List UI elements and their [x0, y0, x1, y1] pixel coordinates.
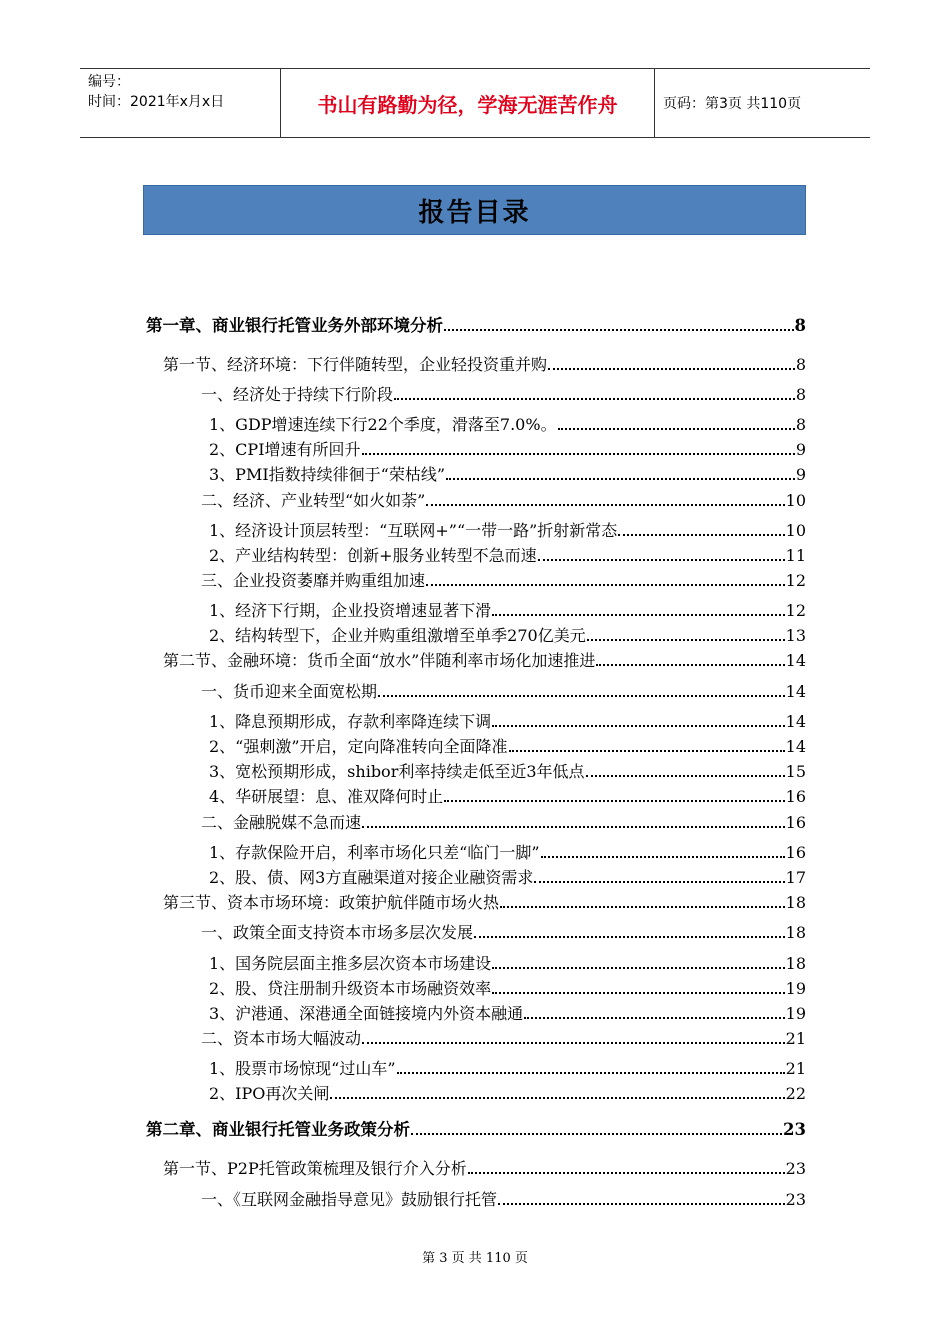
toc-entry[interactable]: [209, 951, 806, 974]
toc-entry[interactable]: [209, 462, 806, 485]
toc-entry-label: 第二章、商业银行托管业务政策分析: [146, 1120, 410, 1139]
toc-entry[interactable]: [209, 840, 806, 863]
toc-entry-label: 1、存款保险开启，利率市场化只差“临门一脚”: [209, 843, 540, 862]
header-page-info: 页码：第3页 共110页: [663, 96, 802, 112]
toc-entry[interactable]: [201, 568, 806, 591]
toc-leader-dots: [534, 880, 784, 883]
toc-leader-dots: [444, 328, 794, 331]
toc-entry-page: 16: [785, 813, 806, 832]
toc-entry[interactable]: [209, 759, 806, 782]
toc-leader-dots: [474, 935, 785, 938]
toc-entry[interactable]: [209, 623, 806, 646]
toc-entry[interactable]: [201, 382, 806, 405]
toc-entry-page: 15: [785, 762, 806, 781]
report-title: 报告目录: [143, 185, 806, 235]
toc-entry-label: 2、“强刺激”开启，定向降准转向全面降准: [209, 737, 508, 756]
toc-entry-page: 10: [785, 521, 806, 540]
toc-entry-label: 2、IPO再次关闸: [209, 1084, 330, 1103]
toc-entry-label: 1、经济设计顶层转型：“互联网+”“一带一路”折射新常态: [209, 521, 618, 540]
toc-entry-page: 14: [785, 737, 806, 756]
toc-entry-page: 8: [795, 355, 806, 374]
toc-entry-label: 2、结构转型下，企业并购重组激增至单季270亿美元: [209, 626, 586, 645]
toc-entry-label: 第二节、金融环境：货币全面“放水”伴随利率市场化加速推进: [163, 651, 596, 670]
page-footer: 第 3 页 共 110 页: [422, 1251, 528, 1266]
toc-entry-label: 一、经济处于持续下行阶段: [201, 385, 394, 404]
toc-entry[interactable]: [201, 488, 806, 511]
toc-entry-label: 三、企业投资萎靡并购重组加速: [201, 571, 426, 590]
toc-entry-label: 3、宽松预期形成，shibor利率持续走低至近3年低点: [209, 762, 585, 781]
header-motto: 书山有路勤为径，学海无涯苦作舟: [281, 69, 655, 137]
toc-entry-page: 18: [785, 893, 806, 912]
toc-entry[interactable]: [209, 1001, 806, 1024]
toc-leader-dots: [362, 1041, 785, 1044]
toc-leader-dots: [541, 855, 785, 858]
toc-entry[interactable]: [201, 810, 806, 833]
toc-entry[interactable]: [163, 648, 806, 671]
toc-entry[interactable]: [209, 784, 806, 807]
toc-leader-dots: [492, 613, 784, 616]
toc-entry-page: 18: [785, 954, 806, 973]
toc-leader-dots: [446, 477, 795, 480]
toc-entry[interactable]: [209, 709, 806, 732]
toc-leader-dots: [492, 966, 784, 969]
number-label: 编号：: [88, 74, 130, 90]
toc-leader-dots: [558, 427, 795, 430]
toc-entry[interactable]: [163, 890, 806, 913]
toc-entry-page: 21: [785, 1059, 806, 1078]
toc-entry-label: 2、股、债、网3方直融渠道对接企业融资需求: [209, 868, 534, 887]
toc-entry-page: 23: [785, 1159, 806, 1178]
toc-entry[interactable]: [209, 412, 806, 435]
toc-entry-page: 12: [785, 571, 806, 590]
toc-entry-page: 14: [785, 682, 806, 701]
toc-entry-page: 12: [785, 601, 806, 620]
toc-leader-dots: [586, 774, 785, 777]
toc-entry[interactable]: [163, 352, 806, 375]
toc-entry-label: 二、金融脱媒不急而速: [201, 813, 362, 832]
toc-leader-dots: [509, 749, 785, 752]
toc-entry-label: 3、沪港通、深港通全面链接境内外资本融通: [209, 1004, 524, 1023]
toc-entry-page: 23: [785, 1190, 806, 1209]
toc-leader-dots: [524, 1016, 784, 1019]
toc-entry[interactable]: [209, 437, 806, 460]
toc-entry-label: 1、股票市场惊现“过山车”: [209, 1059, 396, 1078]
toc-entry-page: 23: [783, 1120, 806, 1139]
toc-leader-dots: [426, 503, 784, 506]
toc-entry-label: 1、国务院层面主推多层次资本市场建设: [209, 954, 492, 973]
toc-leader-dots: [330, 1096, 784, 1099]
toc-entry-label: 2、CPI增速有所回升: [209, 440, 361, 459]
toc-entry-page: 8: [794, 316, 806, 335]
toc-leader-dots: [596, 663, 784, 666]
toc-entry-page: 11: [785, 546, 806, 565]
toc-entry-page: 19: [785, 979, 806, 998]
header-meta: [80, 69, 281, 137]
toc-leader-dots: [468, 1171, 785, 1174]
toc-entry-page: 19: [785, 1004, 806, 1023]
toc-entry-page: 9: [795, 440, 806, 459]
toc-entry-page: 14: [785, 712, 806, 731]
page-header: [80, 68, 870, 138]
toc-entry[interactable]: [209, 1081, 806, 1104]
toc-leader-dots: [548, 367, 795, 370]
toc-entry-label: 一、《互联网金融指导意见》鼓励银行托管: [201, 1190, 498, 1209]
toc-leader-dots: [538, 558, 785, 561]
toc-entry-page: 8: [795, 385, 806, 404]
toc-entry-page: 8: [795, 415, 806, 434]
toc-leader-dots: [492, 724, 784, 727]
toc-entry[interactable]: [146, 312, 806, 336]
toc-entry[interactable]: [201, 920, 806, 943]
toc-entry-label: 二、经济、产业转型“如火如荼”: [201, 491, 426, 510]
toc-entry-label: 4、华研展望：息、准双降何时止: [209, 787, 444, 806]
toc-entry-page: 10: [785, 491, 806, 510]
toc-entry[interactable]: [163, 1156, 806, 1179]
toc-entry-label: 第一节、P2P托管政策梳理及银行介入分析: [163, 1159, 467, 1178]
toc-entry-label: 1、GDP增速连续下行22个季度，滑落至7.0%。: [209, 415, 557, 434]
toc-leader-dots: [378, 694, 785, 697]
toc-entry[interactable]: [209, 865, 806, 888]
toc-entry-label: 2、股、贷注册制升级资本市场融资效率: [209, 979, 492, 998]
toc-leader-dots: [498, 1202, 785, 1205]
toc-entry-page: 9: [795, 465, 806, 484]
toc-entry-page: 14: [785, 651, 806, 670]
toc-entry-label: 1、降息预期形成，存款利率降连续下调: [209, 712, 492, 731]
time-label: 时间：2021年x月x日: [88, 94, 225, 110]
toc-entry-page: 22: [785, 1084, 806, 1103]
toc-entry-page: 13: [785, 626, 806, 645]
toc-entry-page: 18: [785, 923, 806, 942]
toc-entry[interactable]: [209, 1056, 806, 1079]
toc-entry-label: 一、货币迎来全面宽松期: [201, 682, 378, 701]
toc-entry[interactable]: [209, 734, 806, 757]
toc-entry[interactable]: [201, 679, 806, 702]
toc-entry-label: 第一节、经济环境：下行伴随转型，企业轻投资重并购: [163, 355, 548, 374]
toc-entry[interactable]: [209, 598, 806, 621]
toc-leader-dots: [397, 1071, 785, 1074]
toc-leader-dots: [426, 583, 785, 586]
toc-entry[interactable]: [201, 1187, 806, 1210]
toc-entry-label: 第一章、商业银行托管业务外部环境分析: [146, 316, 443, 335]
toc-entry-label: 2、产业结构转型：创新+服务业转型不急而速: [209, 546, 537, 565]
toc-entry-label: 第三节、资本市场环境：政策护航伴随市场火热: [163, 893, 500, 912]
toc-leader-dots: [500, 905, 785, 908]
toc-entry-label: 二、资本市场大幅波动: [201, 1029, 362, 1048]
toc-entry[interactable]: [146, 1116, 806, 1140]
toc-leader-dots: [394, 397, 795, 400]
toc-entry-page: 16: [785, 843, 806, 862]
toc-entry-label: 1、经济下行期，企业投资增速显著下滑: [209, 601, 492, 620]
toc-leader-dots: [411, 1132, 782, 1135]
toc-entry[interactable]: [209, 543, 806, 566]
toc-entry[interactable]: [209, 518, 806, 541]
toc-entry-page: 21: [785, 1029, 806, 1048]
toc-entry-label: 3、PMI指数持续徘徊于“荣枯线”: [209, 465, 446, 484]
toc-leader-dots: [444, 799, 784, 802]
toc-leader-dots: [362, 452, 795, 455]
toc-entry-page: 17: [785, 868, 806, 887]
toc-leader-dots: [587, 638, 785, 641]
toc-leader-dots: [618, 533, 784, 536]
toc-leader-dots: [362, 825, 785, 828]
toc-entry[interactable]: [201, 1026, 806, 1049]
toc-entry[interactable]: [209, 976, 806, 999]
toc-entry-page: 16: [785, 787, 806, 806]
toc-entry-label: 一、政策全面支持资本市场多层次发展: [201, 923, 474, 942]
toc-leader-dots: [492, 991, 784, 994]
